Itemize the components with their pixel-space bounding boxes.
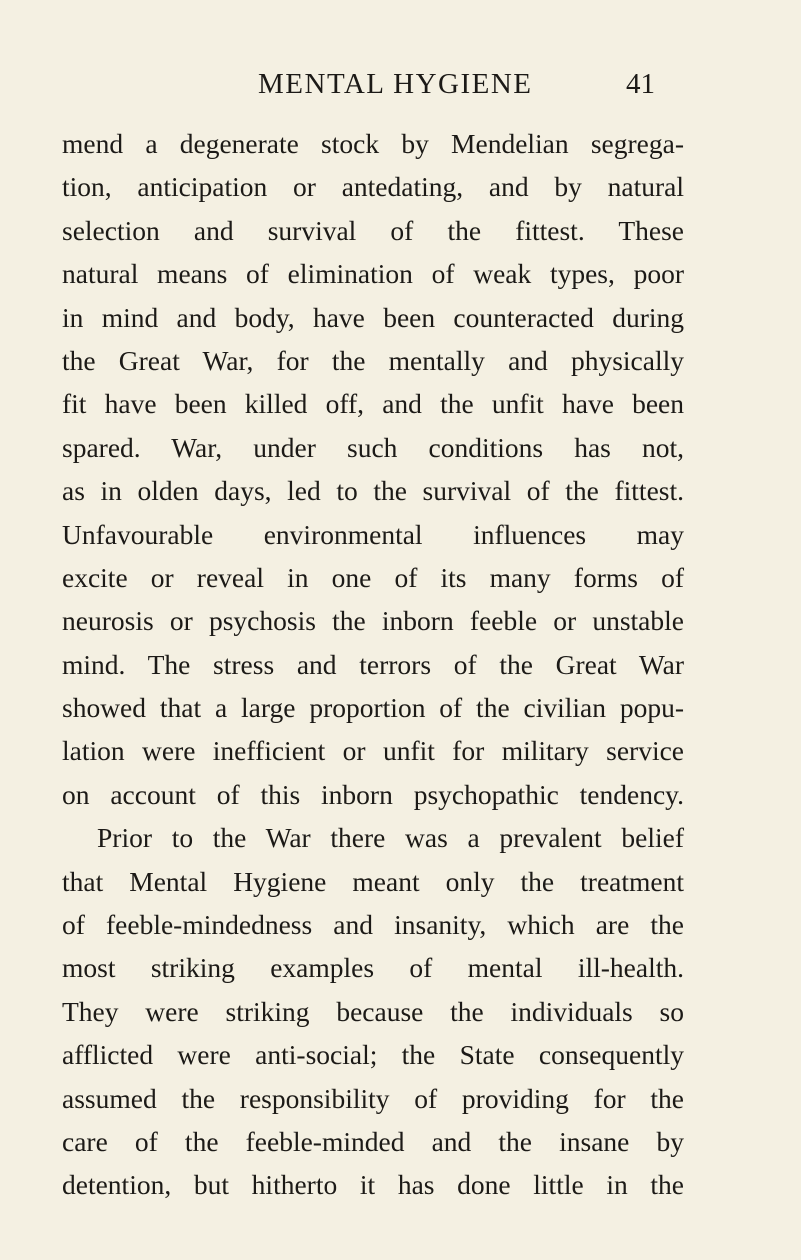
text-line: that Mental Hygiene meant only the treatment	[62, 865, 684, 897]
text-line: mind. The stress and terrors of the Great War	[62, 648, 684, 680]
paragraph-start-line: Prior to the War there was a prevalent belief	[97, 822, 684, 854]
text-line: They were striking because the individuals so	[62, 995, 684, 1027]
text-line: selection and survival of the fittest. These	[62, 214, 684, 246]
text-line: detention, but hitherto it has done little in the	[62, 1169, 684, 1201]
text-line: natural means of elimination of weak types, poor	[62, 258, 684, 290]
text-line: care of the feeble-minded and the insane by	[62, 1125, 684, 1157]
text-line: of feeble-mindedness and insanity, which are the	[62, 909, 684, 941]
text-line: tion, anticipation or antedating, and by natural	[62, 171, 684, 203]
text-line: fit have been killed off, and the unfit have been	[62, 388, 684, 420]
text-line: assumed the responsibility of providing for the	[62, 1082, 684, 1114]
text-line: in mind and body, have been counteracted during	[62, 301, 684, 333]
text-line: excite or reveal in one of its many forms of	[62, 561, 684, 593]
running-head: MENTAL HYGIENE	[258, 68, 533, 100]
text-line: most striking examples of mental ill-health.	[62, 952, 684, 984]
text-line: on account of this inborn psychopathic tendency.	[62, 778, 684, 810]
text-line: lation were inefficient or unfit for military service	[62, 735, 684, 767]
body-text	[62, 122, 684, 1207]
text-line: as in olden days, led to the survival of the fittest.	[62, 475, 684, 507]
text-line: spared. War, under such conditions has not,	[62, 431, 684, 463]
text-line: showed that a large proportion of the civilian popu-	[62, 692, 684, 724]
text-line: afflicted were anti-social; the State consequently	[62, 1039, 684, 1071]
page-number: 41	[626, 68, 655, 100]
text-line: mend a degenerate stock by Mendelian segrega-	[62, 128, 684, 159]
text-line: the Great War, for the mentally and physically	[62, 344, 684, 376]
text-line: Unfavourable environmental influences may	[62, 518, 684, 550]
text-line: neurosis or psychosis the inborn feeble or unstable	[62, 605, 684, 637]
